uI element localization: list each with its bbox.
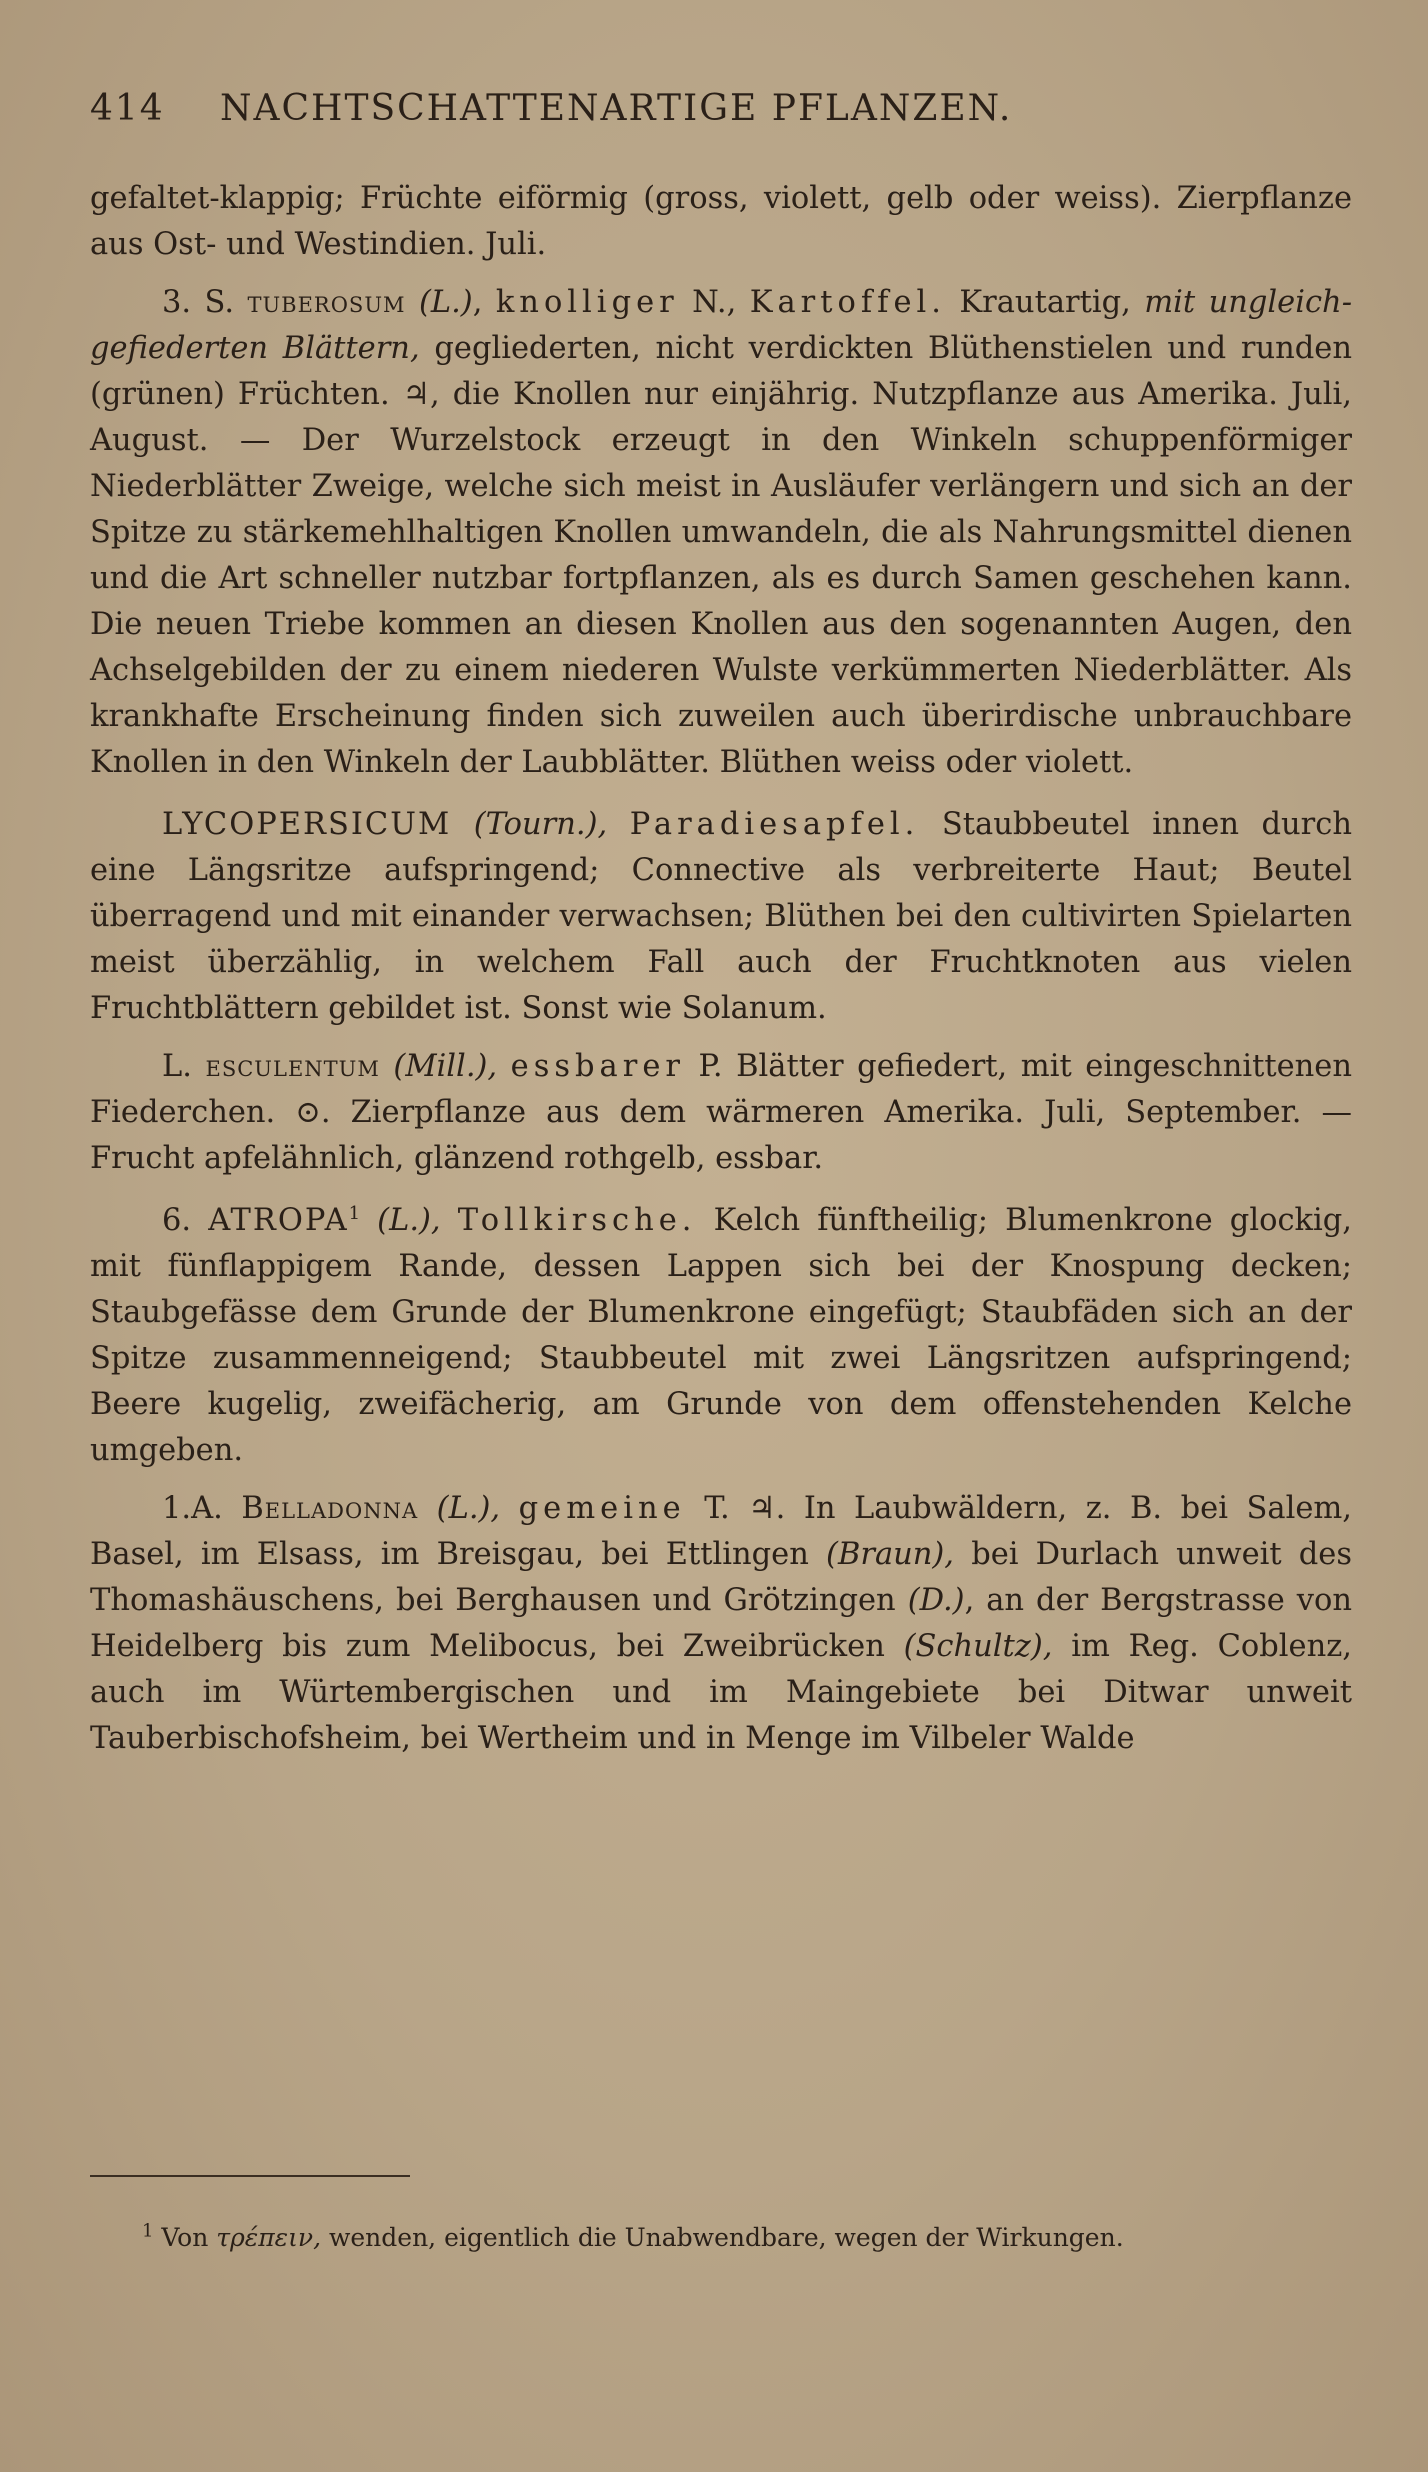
greek-word: τρέπειν, <box>216 2223 322 2252</box>
footnote-marker: 1 <box>348 1202 361 1224</box>
paragraph-continuation <box>90 176 1352 268</box>
paragraph-text: gefaltet-klappig; Früchte eiförmig (gross, violett, gelb oder weiss). Zierpflanze aus Ost- und Westindien. Juli. <box>90 181 1352 262</box>
species-number: 1.A. <box>162 1491 223 1526</box>
running-title: NACHTSCHATTENARTIGE PFLANZEN. <box>220 88 1013 129</box>
body-text <box>90 176 1352 1762</box>
page-header <box>90 88 1350 129</box>
paragraph-text: bei Durlach unweit des Thomashäuschens, bei Berghausen und Grötzingen <box>90 1537 1353 1618</box>
paragraph-lycopersicum <box>90 802 1352 1032</box>
common-name: essbarer <box>510 1049 685 1084</box>
paragraph-text: Krautartig, <box>959 285 1131 320</box>
paragraph-atropa-belladonna <box>90 1486 1352 1762</box>
common-name-abbrev: P. <box>698 1049 723 1084</box>
citation: (Braun), <box>826 1537 955 1572</box>
paragraph-atropa <box>90 1198 1352 1474</box>
genus-name: ATROPA <box>208 1203 349 1238</box>
paragraph-text: im Reg. Coblenz, auch im Würtembergischen und im Maingebiete bei Ditwar unweit Tauberbischofsheim, bei Wertheim und in Menge im Vilbeler Walde <box>90 1629 1353 1756</box>
genus-number: 6. <box>162 1203 192 1238</box>
species-author: (L.) <box>418 285 473 320</box>
common-name-abbrev: T. ♃. <box>704 1491 786 1526</box>
genus-author: (Tourn.), <box>473 807 608 842</box>
species-name: esculentum <box>205 1049 380 1084</box>
paragraph-text: Kelch fünftheilig; Blumenkrone glockig, mit fünflappigem Rande, dessen Lappen sich bei der Knospung decken; Staubgefässe dem Grunde der Blumenkrone eingefügt; Staubfäden sich an der Spitze zusammenneigend; Staubbeutel mit zwei Längsritzen aufspringend; Beere kugelig, zweifächerig, am Grunde von dem offenstehenden Kelche umgeben. <box>90 1203 1352 1468</box>
genus-name: LYCOPERSICUM <box>162 807 452 842</box>
common-name: knolliger <box>495 285 679 320</box>
paragraph-lycopersicum-esculentum <box>90 1044 1352 1182</box>
footnote-rule <box>90 2175 410 2177</box>
species-number: L. <box>162 1049 192 1084</box>
paragraph-text: Staubbeutel innen durch eine Längsritze aufspringend; Connective als verbreiterte Haut; Beutel überragend und mit einander verwachsen; Blüthen bei den cultivirten Spielarten meist überzählig, in welchem Fall auch der Fruchtknoten aus vielen Fruchtblättern gebildet ist. Sonst wie Solanum. <box>90 807 1352 1026</box>
common-name: Paradiesapfel. <box>629 807 920 842</box>
common-name: gemeine <box>518 1491 686 1526</box>
paragraph-solanum-tuberosum: 3. S. tuberosum (L.), knolliger N., Kartoffel. Krautartig, mit ungleich-gefiederten Blättern, gegliederten, nicht verdickten Blüthenstielen und runden (grünen) Früchten. ♃, die Knollen nur einjährig. Nutzpflanze aus Amerika. Juli, August. — Der Wurzelstock erzeugt in den Winkeln schuppenförmiger Niederblätter Zweige, welche sich meist in Ausläufer verlängern und sich an der Spitze zu stärkemehlhaltigen Knollen umwandeln, die als Nahrungsmittel dienen und die Art schneller nutzbar fortpflanzen, als es durch Samen geschehen kann. Die neuen Triebe kommen an diesen Knollen aus den sogenannten Augen, den Achselgebilden der zu einem niederen Wulste verkümmerten Niederblätter. Als krankhafte Erscheinung finden sich zuweilen auch überirdische unbrauchbare Knollen in den Winkeln der Laubblätter. Blüthen weiss oder violett. <box>90 285 1352 780</box>
common-name-abbrev: N., <box>692 285 737 320</box>
paragraph-text: In Laubwäldern, z. B. bei Salem, Basel, im Elsass, im Breisgau, bei Ettlingen <box>90 1491 1352 1572</box>
species-number: 3. S. <box>162 285 235 320</box>
footnote <box>90 2218 1352 2258</box>
emphasis-text: mit ungleich-gefiederten Blättern, <box>90 285 1352 366</box>
paragraph-text: , an der Bergstrasse von Heidelberg bis zum Melibocus, bei Zweibrücken <box>90 1583 1352 1664</box>
species-author: (L.), <box>436 1491 501 1526</box>
common-name-alt: Kartoffel. <box>749 285 946 320</box>
species-author: (Mill.), <box>393 1049 498 1084</box>
species-name: tuberosum <box>247 285 406 320</box>
paragraph-text: Blätter gefiedert, mit eingeschnittenen Fiederchen. ⊙. Zierpflanze aus dem wärmeren Amerika. Juli, September. — Frucht apfelähnlich, glänzend rothgelb, essbar. <box>90 1049 1352 1176</box>
common-name: Tollkirsche. <box>457 1203 697 1238</box>
citation: (Schultz), <box>903 1629 1053 1664</box>
citation: (D.) <box>907 1583 965 1618</box>
genus-author: (L.), <box>377 1203 441 1238</box>
paragraph-text: gegliederten, nicht verdickten Blüthenstielen und runden (grünen) Früchten. ♃, die Knollen nur einjährig. Nutzpflanze aus Amerika. Juli, August. — Der Wurzelstock erzeugt in den Winkeln schuppenförmiger Niederblätter Zweige, welche sich meist in Ausläufer verlängern und sich an der Spitze zu stärkemehlhaltigen Knollen umwandeln, die als Nahrungsmittel dienen und die Art schneller nutzbar fortpflanzen, als es durch Samen geschehen kann. Die neuen Triebe kommen an diesen Knollen aus den sogenannten Augen, den Achselgebilden der zu einem niederen Wulste verkümmerten Niederblätter. Als krankhafte Erscheinung finden sich zuweilen auch überirdische unbrauchbare Knollen in den Winkeln der Laubblätter. Blüthen weiss oder violett. <box>90 331 1352 780</box>
footnote-marker: 1 <box>142 2220 154 2242</box>
footnote-text: wenden, eigentlich die Unabwendbare, wegen der Wirkungen. <box>328 2223 1124 2252</box>
species-name: Belladonna <box>241 1491 419 1526</box>
page-number: 414 <box>90 88 165 129</box>
footnote-text: Von <box>161 2223 209 2252</box>
